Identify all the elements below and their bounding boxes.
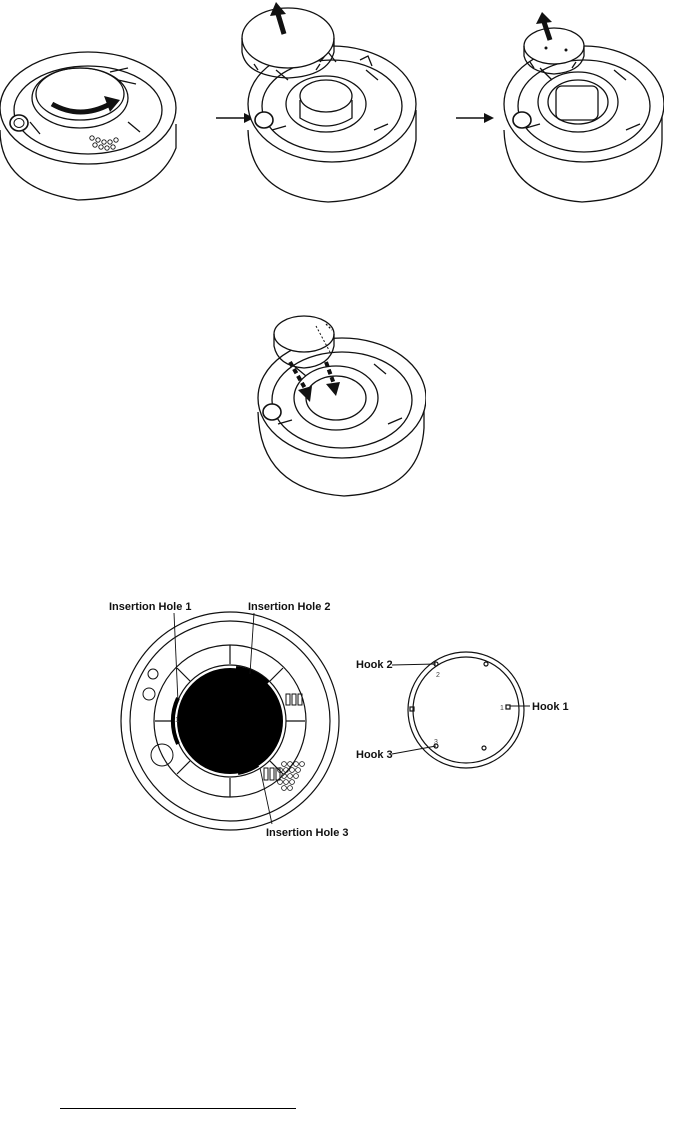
- hook-2-label: Hook 2: [356, 659, 393, 671]
- svg-text:2: 2: [436, 672, 440, 679]
- svg-text:1: 1: [500, 705, 504, 712]
- svg-text:3: 3: [434, 739, 438, 746]
- vent-holes-icon: [278, 762, 305, 791]
- hook-1-label: Hook 1: [532, 701, 569, 713]
- step-3-panel: [456, 0, 664, 206]
- test-button-icon: [255, 112, 273, 128]
- footnote-separator: [60, 1108, 296, 1109]
- module-ring: [408, 652, 524, 768]
- indicator-led-icon: [148, 669, 158, 679]
- step-1-panel: [0, 38, 180, 206]
- svg-text:1: 1: [175, 717, 179, 724]
- hook-alignment-panel: [108, 598, 572, 838]
- insertion-hole-2-label: Insertion Hole 2: [248, 601, 331, 613]
- hook-3-label: Hook 3: [356, 749, 393, 761]
- step-2-panel: [216, 0, 420, 206]
- step-4-panel: [256, 312, 426, 498]
- test-button-icon: [513, 112, 531, 128]
- test-button-icon: [263, 404, 281, 420]
- insertion-hole-1-label: Insertion Hole 1: [109, 601, 192, 613]
- test-button-icon: [10, 115, 28, 131]
- insertion-hole-3-label: Insertion Hole 3: [266, 827, 349, 838]
